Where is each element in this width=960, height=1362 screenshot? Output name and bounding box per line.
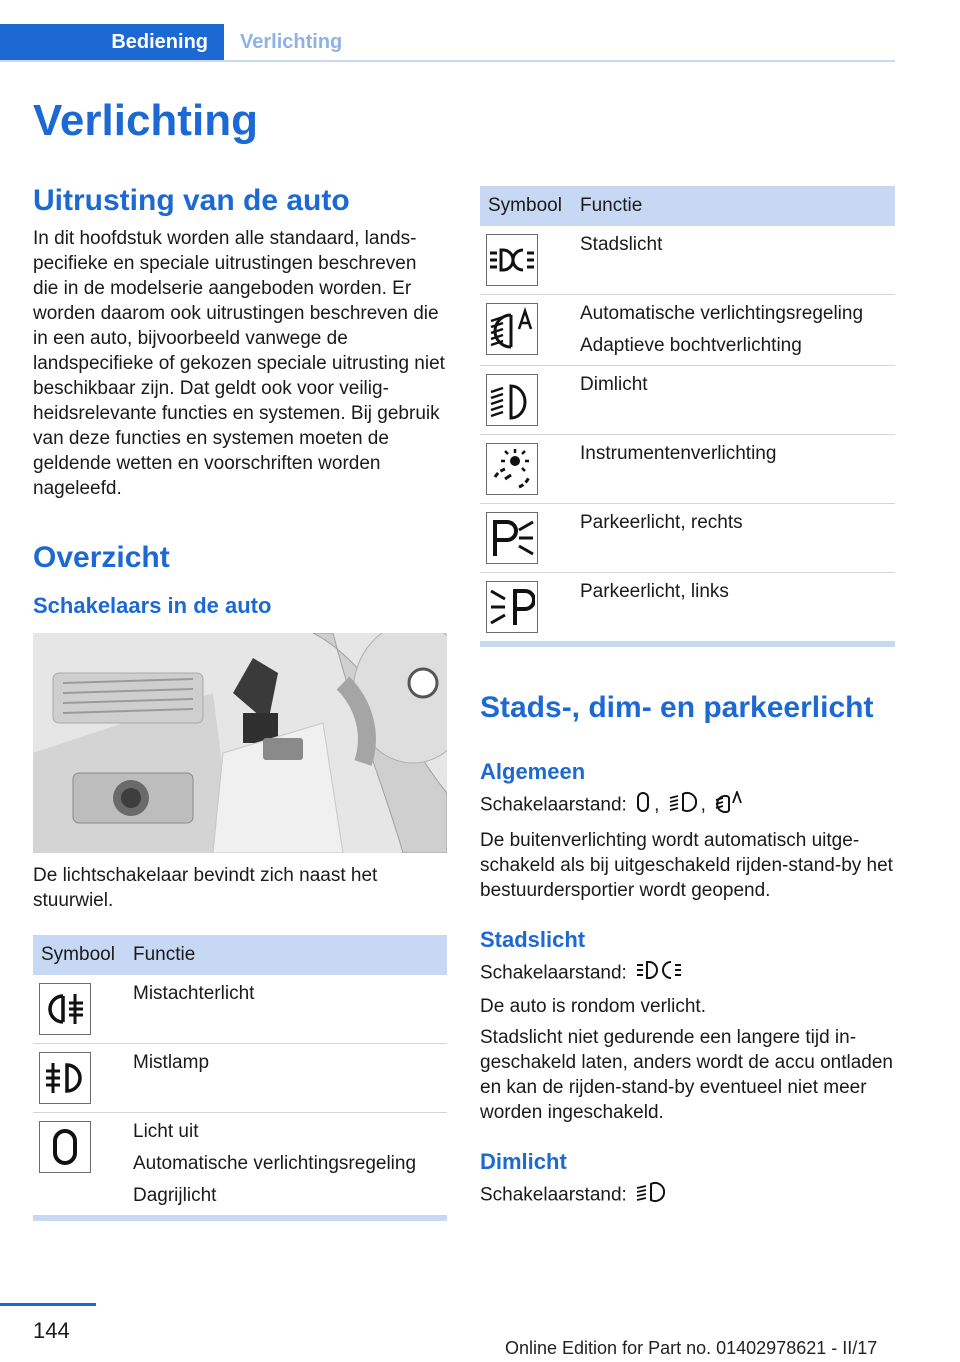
parking-light-icon — [486, 234, 538, 286]
switch-label: Schakelaarstand: — [480, 962, 627, 984]
tab-bediening[interactable]: Bediening — [0, 24, 224, 60]
auto-headlight-icon — [715, 791, 743, 820]
stadslicht-text-2: Stadslicht niet gedurende een langere tijd ingeschakeld laten, anders wordt de accu ontladen en kan de rijden-stand-by eventueel niet meer worden ingeschakeld. — [480, 1027, 893, 1123]
section-text-uitrusting: In dit hoofdstuk worden alle standaard, landspecifieke en speciale uitrustingen beschreven die in de modelserie aangeboden worden. Er worden daarom ook uitrustingen beschreven die in een auto, bijvoorbeeld vanwege de landspecifieke of gekozen speciale uitrusting niet beschikbaar zijn. Dat geldt ook voor veiligheidsrelevante functies en systemen. Bij gebruik van deze functies en systemen moeten de geldende wetten en voorschriften worden nageleefd. — [33, 228, 445, 499]
table-row — [480, 435, 895, 504]
footer-accent-line — [0, 1303, 96, 1306]
function-label: Instrumentenverlichting — [580, 443, 777, 464]
parking-light-icon — [636, 959, 682, 988]
left-column — [33, 180, 447, 1221]
col-header-functie: Functie — [125, 935, 447, 975]
low-beam-icon — [486, 374, 538, 426]
section-heading-overzicht: Overzicht — [33, 541, 170, 574]
photo-caption: De lichtschakelaar bevindt zich naast het stuurwiel. — [33, 865, 378, 911]
tab-divider — [0, 60, 895, 62]
page-title: Verlichting — [33, 96, 258, 145]
table-row — [480, 366, 895, 435]
chapter-tabs — [0, 24, 895, 62]
table-row — [480, 226, 895, 295]
instrument-lighting-icon — [486, 443, 538, 495]
col-header-symbool: Symbool — [480, 186, 572, 226]
function-label: Parkeerlicht, rechts — [580, 512, 743, 533]
section-heading-uitrusting: Uitrusting van de auto — [33, 184, 350, 217]
col-header-symbool: Symbool — [33, 935, 125, 975]
subheading-algemeen: Algemeen — [480, 759, 586, 784]
auto-headlight-icon — [486, 303, 538, 355]
table-row — [33, 1044, 447, 1113]
stadslicht-text-1: De auto is rondom verlicht. — [480, 996, 706, 1017]
parking-light-left-icon — [486, 581, 538, 633]
separator: , — [654, 794, 660, 816]
subheading-dimlicht: Dimlicht — [480, 1149, 567, 1174]
symbol-table-right — [480, 186, 895, 642]
right-column — [480, 186, 895, 1210]
table-row — [33, 975, 447, 1044]
col-header-functie: Functie — [572, 186, 895, 226]
function-label: Mistlamp — [133, 1052, 210, 1073]
switch-position-line — [480, 959, 895, 988]
subheading-stadslicht: Stadslicht — [480, 927, 586, 952]
function-label: Dagrijlicht — [133, 1185, 217, 1206]
table-row — [33, 1113, 447, 1216]
light-off-icon — [39, 1121, 91, 1173]
low-beam-icon — [636, 1181, 666, 1210]
function-label: Adaptieve bochtverlichting — [580, 335, 802, 356]
fog-lamp-icon — [39, 1052, 91, 1104]
edition-note: Online Edition for Part no. 01402978621 - II/17 — [505, 1338, 878, 1358]
table-end-bar — [480, 642, 895, 647]
switch-position-line — [480, 791, 895, 820]
switch-label: Schakelaarstand: — [480, 794, 627, 816]
section-heading-stads-dim-parkeerlicht: Stads-, dim- en parkeerlicht — [480, 691, 874, 724]
table-row — [480, 504, 895, 573]
parking-light-right-icon — [486, 512, 538, 564]
table-row — [480, 295, 895, 366]
subheading-schakelaars: Schakelaars in de auto — [33, 593, 272, 618]
table-row — [480, 573, 895, 642]
separator: , — [700, 794, 706, 816]
algemeen-text: De buitenverlichting wordt automatisch uitgeschakeld als bij uitgeschakeld rijden-stand-by het bestuurdersportier wordt geopend. — [480, 830, 893, 901]
function-label: Automatische verlichtingsregeling — [133, 1153, 417, 1174]
switch-label: Schakelaarstand: — [480, 1184, 627, 1206]
tab-verlichting[interactable]: Verlichting — [240, 31, 343, 53]
function-label: Dimlicht — [580, 374, 648, 395]
table-end-bar — [33, 1216, 447, 1221]
function-label: Stadslicht — [580, 234, 663, 255]
function-label: Mistachterlicht — [133, 983, 255, 1004]
low-beam-icon — [669, 791, 697, 820]
light-off-icon — [636, 791, 650, 820]
page-number: 144 — [33, 1318, 70, 1343]
function-label: Automatische verlichtingsregeling — [580, 303, 864, 324]
symbol-table-left — [33, 935, 447, 1216]
switch-position-line — [480, 1181, 895, 1210]
rear-fog-light-icon — [39, 983, 91, 1035]
light-switch-photo — [33, 633, 447, 853]
function-label: Licht uit — [133, 1121, 199, 1142]
function-label: Parkeerlicht, links — [580, 581, 729, 602]
